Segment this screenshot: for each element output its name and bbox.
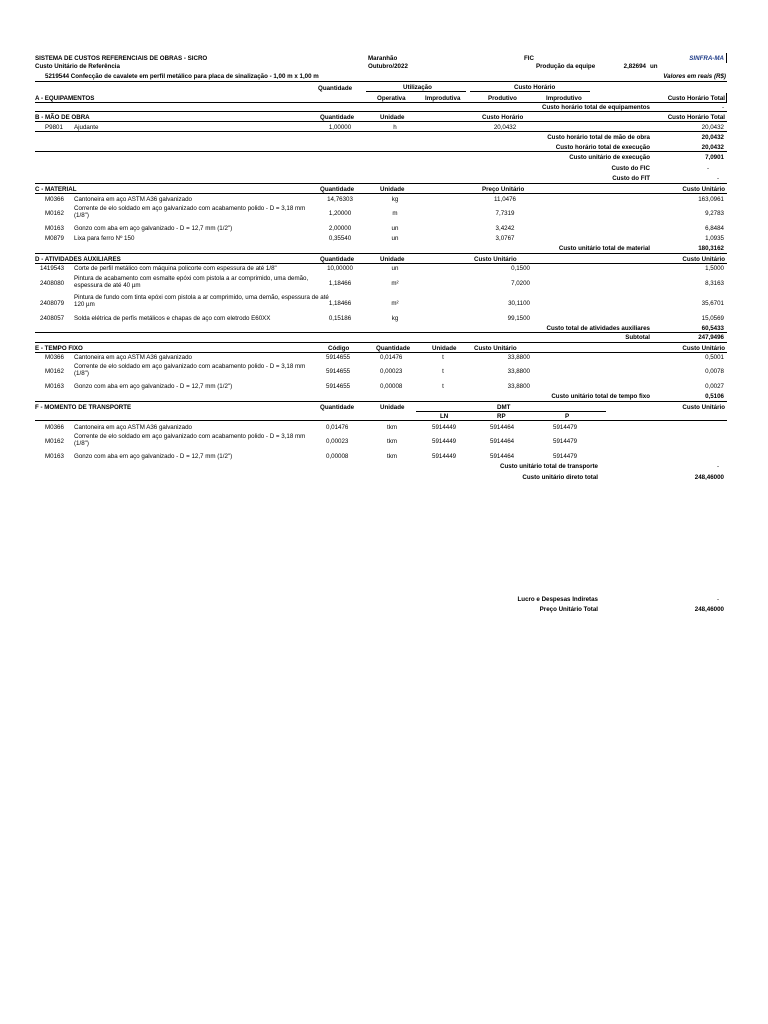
material-unit: un xyxy=(391,225,399,232)
fixed-total-label: Custo unitário total de tempo fixo xyxy=(551,393,650,400)
material-quantity: 2,00000 xyxy=(328,225,352,232)
fixed-col-total: Custo Unitário xyxy=(682,345,725,352)
transport-col-rp: RP xyxy=(497,413,506,420)
state-name: Maranhão xyxy=(368,55,398,62)
material-header-rule xyxy=(35,193,727,194)
aux-total: 8,3163 xyxy=(705,280,724,287)
material-description: Gonzo com aba em aço galvanizado - D = 12,7 mm (1/2") xyxy=(74,225,233,232)
material-col-total: Custo Unitário xyxy=(682,186,725,193)
transport-quantity: 0,01476 xyxy=(326,424,349,431)
equip-col-hourly-cost: Custo Horário xyxy=(514,84,556,91)
transport-ln: 5914449 xyxy=(432,453,457,460)
fixed-unit: t xyxy=(442,354,444,361)
labor-code: P9801 xyxy=(45,124,63,131)
labor-col-hourly-cost: Custo Horário xyxy=(482,114,524,121)
labor-col-total: Custo Horário Total xyxy=(667,114,725,121)
aux-description: Pintura de fundo com tinta epóxi com pistola a ar comprimido, uma demão, espessura de até 120 µm xyxy=(74,294,329,308)
material-col-quantity: Quantidade xyxy=(320,186,355,193)
labor-total-label: Custo horário total de mão de obra xyxy=(547,134,650,141)
fit-cost-label: Custo do FIT xyxy=(612,175,650,182)
fit-cost-value: - xyxy=(716,175,719,182)
labor-total-value: 20,0432 xyxy=(701,134,724,141)
execution-hourly-label: Custo horário total de execução xyxy=(555,144,650,151)
composition-title: 5219544 Confecção de cavalete em perfil metálico para placa de sinalização - 1,00 m x 1,00 m xyxy=(45,73,319,80)
transport-quantity: 0,00008 xyxy=(326,453,349,460)
fixed-code: M0163 xyxy=(45,383,64,390)
material-code: M0879 xyxy=(45,235,64,242)
aux-col-unit-cost: Custo Unitário xyxy=(474,256,517,263)
aux-code: 2408079 xyxy=(40,300,65,307)
aux-description: Corte de perfil metálico com máquina policorte com espessura de até 1/8" xyxy=(74,265,277,272)
equip-col-operative: Operativa xyxy=(377,95,406,102)
material-description: Lixa para ferro Nº 150 xyxy=(74,235,135,242)
fixed-col-unit-cost: Custo Unitário xyxy=(474,345,517,352)
section-b-title: B - MÃO DE OBRA xyxy=(35,114,90,121)
aux-total-value: 60,5433 xyxy=(701,325,724,332)
transport-header-rule xyxy=(35,420,727,421)
material-description: Corrente de elo soldado em aço galvanizado com acabamento polido - D = 3,18 mm (1/8") xyxy=(74,205,306,219)
material-code: M0163 xyxy=(45,225,64,232)
aux-col-total: Custo Unitário xyxy=(682,256,725,263)
labor-quantity: 1,00000 xyxy=(328,124,352,131)
indirect-costs-value: - xyxy=(716,596,719,603)
aux-col-unit: Unidade xyxy=(380,256,405,263)
labor-hourly-cost: 20,0432 xyxy=(493,124,517,131)
transport-col-total: Custo Unitário xyxy=(682,404,725,411)
fixed-description: Cantoneira em aço ASTM A36 galvanizado xyxy=(74,354,192,361)
material-unit: kg xyxy=(391,196,399,203)
material-total: 9,2783 xyxy=(705,210,724,217)
material-description: Cantoneira em aço ASTM A36 galvanizado xyxy=(74,196,192,203)
fixed-col-code: Código xyxy=(328,345,350,352)
section-a-title: A - EQUIPAMENTOS xyxy=(35,95,95,102)
agency-label: SINFRA-MA xyxy=(689,55,724,62)
aux-unit-cost: 30,1100 xyxy=(508,300,530,307)
fixed-col-quantity: Quantidade xyxy=(376,345,411,352)
transport-p: 5914479 xyxy=(553,453,578,460)
aux-description: Pintura de acabamento com esmalte epóxi com pistola a ar comprimido, uma demão, espessura de até 40 µm xyxy=(74,275,309,289)
material-price: 7,7319 xyxy=(495,210,515,217)
equip-total-value: - xyxy=(721,104,724,111)
labor-total: 20,0432 xyxy=(701,124,724,131)
team-production-label: Produção da equipe xyxy=(536,63,596,70)
material-quantity: 1,20000 xyxy=(328,210,352,217)
transport-unit: tkm xyxy=(387,438,397,445)
labor-description: Ajudante xyxy=(74,124,99,131)
labor-end-rule xyxy=(35,183,727,184)
material-price: 11,0476 xyxy=(494,196,516,203)
material-end-rule xyxy=(35,253,727,254)
fixed-quantity: 0,01476 xyxy=(380,354,403,361)
equip-col-quantity: Quantidade xyxy=(318,85,353,92)
fixed-unit: t xyxy=(442,383,444,390)
fic-cost-label: Custo do FIC xyxy=(611,165,650,172)
aux-code: 2408080 xyxy=(40,280,65,287)
aux-unit: m² xyxy=(391,280,399,287)
equip-col-productive: Produtivo xyxy=(488,95,517,102)
transport-col-p: P xyxy=(565,413,570,420)
equip-col-utilization: Utilização xyxy=(403,84,432,91)
transport-p: 5914479 xyxy=(553,424,578,431)
equip-total-label: Custo horário total de equipamentos xyxy=(542,104,650,111)
aux-quantity: 1,18466 xyxy=(328,300,352,307)
fixed-unit-cost: 33,8800 xyxy=(507,354,530,361)
aux-unit-cost: 0,1500 xyxy=(511,265,530,272)
transport-col-dmt: DMT xyxy=(497,404,511,411)
fixed-header-rule xyxy=(35,352,727,353)
aux-end-rule xyxy=(35,342,727,343)
transport-description: Corrente de elo soldado em aço galvanizado com acabamento polido - D = 3,18 mm (1/8") xyxy=(74,433,306,447)
material-col-price: Preço Unitário xyxy=(482,186,525,193)
transport-col-unit: Unidade xyxy=(380,404,405,411)
aux-code: 2408057 xyxy=(40,315,65,322)
transport-code: M0366 xyxy=(45,424,64,431)
transport-quantity: 0,00023 xyxy=(326,438,349,445)
transport-dmt-rule xyxy=(416,411,606,412)
aux-unit: kg xyxy=(391,315,399,322)
material-total-value: 180,3162 xyxy=(698,245,724,252)
labor-col-quantity: Quantidade xyxy=(320,114,355,121)
fixed-description: Gonzo com aba em aço galvanizado - D = 12,7 mm (1/2") xyxy=(74,383,233,390)
aux-total: 1,5000 xyxy=(705,265,724,272)
fixed-reference-code: 5914655 xyxy=(326,354,351,361)
execution-unit-value: 7,0901 xyxy=(705,154,724,161)
fixed-end-rule xyxy=(35,401,727,402)
section-c-title: C - MATERIAL xyxy=(35,186,77,193)
equip-header-rule xyxy=(35,102,727,103)
execution-unit-label: Custo unitário de execução xyxy=(569,154,650,161)
fixed-reference-code: 5914655 xyxy=(326,383,351,390)
aux-quantity: 1,18466 xyxy=(328,280,352,287)
transport-unit: tkm xyxy=(387,453,397,460)
fic-cost-value: - xyxy=(706,165,709,172)
transport-code: M0162 xyxy=(45,438,64,445)
total-unit-price-value: 248,46000 xyxy=(694,606,724,613)
aux-unit: m² xyxy=(391,300,399,307)
equip-col-improductive: Improdutivo xyxy=(546,95,582,102)
material-unit: un xyxy=(391,235,399,242)
team-production-value: 2,82694 xyxy=(623,63,646,70)
transport-p: 5914479 xyxy=(553,438,578,445)
labor-unit: h xyxy=(393,124,397,131)
transport-ln: 5914449 xyxy=(432,424,457,431)
system-title: SISTEMA DE CUSTOS REFERENCIAIS DE OBRAS - SICRO xyxy=(35,55,208,62)
fixed-unit-cost: 33,8800 xyxy=(507,368,530,375)
direct-total-label: Custo unitário direto total xyxy=(522,474,598,481)
report-subtitle: Custo Unitário de Referência xyxy=(35,63,120,70)
subtotal-value: 247,9496 xyxy=(698,334,724,341)
fixed-total: 0,0078 xyxy=(705,368,724,375)
aux-code: 1419543 xyxy=(40,265,65,272)
section-f-title: F - MOMENTO DE TRANSPORTE xyxy=(35,404,132,411)
aux-description: Solda elétrica de perfis metálicos e chapas de aço com eletrodo E60XX xyxy=(74,315,271,322)
material-price: 3,0767 xyxy=(495,235,515,242)
fixed-total: 0,0027 xyxy=(705,383,724,390)
aux-unit: un xyxy=(391,265,399,272)
equip-cost-rule xyxy=(470,91,590,92)
section-e-title: E - TEMPO FIXO xyxy=(35,345,83,352)
transport-description: Gonzo com aba em aço galvanizado - D = 12,7 mm (1/2") xyxy=(74,453,233,460)
section-d-title: D - ATIVIDADES AUXILIARES xyxy=(35,256,121,263)
material-total: 6,8484 xyxy=(705,225,724,232)
transport-rp: 5914464 xyxy=(490,424,515,431)
aux-header-rule xyxy=(35,263,727,264)
fic-label: FIC xyxy=(524,55,534,62)
direct-total-value: 248,46000 xyxy=(694,474,724,481)
subtotal-label: Subtotal xyxy=(625,334,650,341)
transport-code: M0163 xyxy=(45,453,64,460)
fixed-quantity: 0,00008 xyxy=(380,383,403,390)
equip-end-rule xyxy=(35,111,727,112)
material-code: M0366 xyxy=(45,196,64,203)
material-total-label: Custo unitário total de material xyxy=(558,245,650,252)
material-quantity: 14,76303 xyxy=(327,196,353,203)
labor-row-rule xyxy=(35,131,727,132)
transport-unit: tkm xyxy=(387,424,397,431)
execution-hourly-value: 20,0432 xyxy=(701,144,724,151)
aux-col-quantity: Quantidade xyxy=(320,256,355,263)
labor-header-rule xyxy=(35,121,727,122)
transport-col-ln: LN xyxy=(440,413,449,420)
transport-col-quantity: Quantidade xyxy=(320,404,355,411)
material-quantity: 0,35540 xyxy=(328,235,352,242)
transport-rp: 5914464 xyxy=(490,438,515,445)
material-code: M0162 xyxy=(45,210,64,217)
fixed-col-unit: Unidade xyxy=(432,345,457,352)
fixed-total-value: 0,5106 xyxy=(705,393,724,400)
team-production-unit: un xyxy=(650,63,658,70)
aux-unit-cost: 99,1500 xyxy=(507,315,530,322)
material-unit: m xyxy=(392,210,398,217)
material-price: 3,4242 xyxy=(495,225,515,232)
material-col-unit: Unidade xyxy=(380,186,405,193)
agency-divider xyxy=(726,53,727,63)
transport-rp: 5914464 xyxy=(490,453,515,460)
aux-total-rule xyxy=(35,332,727,333)
transport-ln: 5914449 xyxy=(432,438,457,445)
fixed-code: M0366 xyxy=(45,354,64,361)
aux-quantity: 10,00000 xyxy=(327,265,353,272)
fixed-unit: t xyxy=(442,368,444,375)
aux-total: 35,6701 xyxy=(701,300,724,307)
indirect-costs-label: Lucro e Despesas Indiretas xyxy=(517,596,598,603)
execution-rule xyxy=(35,151,727,152)
labor-col-unit: Unidade xyxy=(380,114,405,121)
equip-col-unproductive: Improdutiva xyxy=(425,95,461,102)
total-unit-price-label: Preço Unitário Total xyxy=(539,606,598,613)
currency-note: Valores em reais (R$) xyxy=(663,73,726,80)
material-total: 163,0961 xyxy=(698,196,724,203)
material-total: 1,0935 xyxy=(705,235,724,242)
fixed-quantity: 0,00023 xyxy=(380,368,403,375)
transport-total-label: Custo unitário total de transporte xyxy=(500,463,598,470)
aux-unit-cost: 7,0200 xyxy=(511,280,530,287)
header-rule xyxy=(35,81,727,82)
aux-total-label: Custo total de atividades auxiliares xyxy=(546,325,650,332)
fixed-reference-code: 5914655 xyxy=(326,368,351,375)
fixed-description: Corrente de elo soldado em aço galvanizado com acabamento polido - D = 3,18 mm (1/8") xyxy=(74,363,306,377)
fixed-unit-cost: 33,8800 xyxy=(507,383,530,390)
aux-quantity: 0,15186 xyxy=(328,315,352,322)
reference-date: Outubro/2022 xyxy=(368,63,408,70)
transport-total-value: - xyxy=(716,463,719,470)
transport-description: Cantoneira em aço ASTM A36 galvanizado xyxy=(74,424,192,431)
equip-col-total: Custo Horário Total xyxy=(667,95,725,102)
fixed-code: M0162 xyxy=(45,368,64,375)
aux-total: 15,0569 xyxy=(701,315,724,322)
equip-util-rule xyxy=(366,91,466,92)
fixed-total: 0,5001 xyxy=(705,354,724,361)
